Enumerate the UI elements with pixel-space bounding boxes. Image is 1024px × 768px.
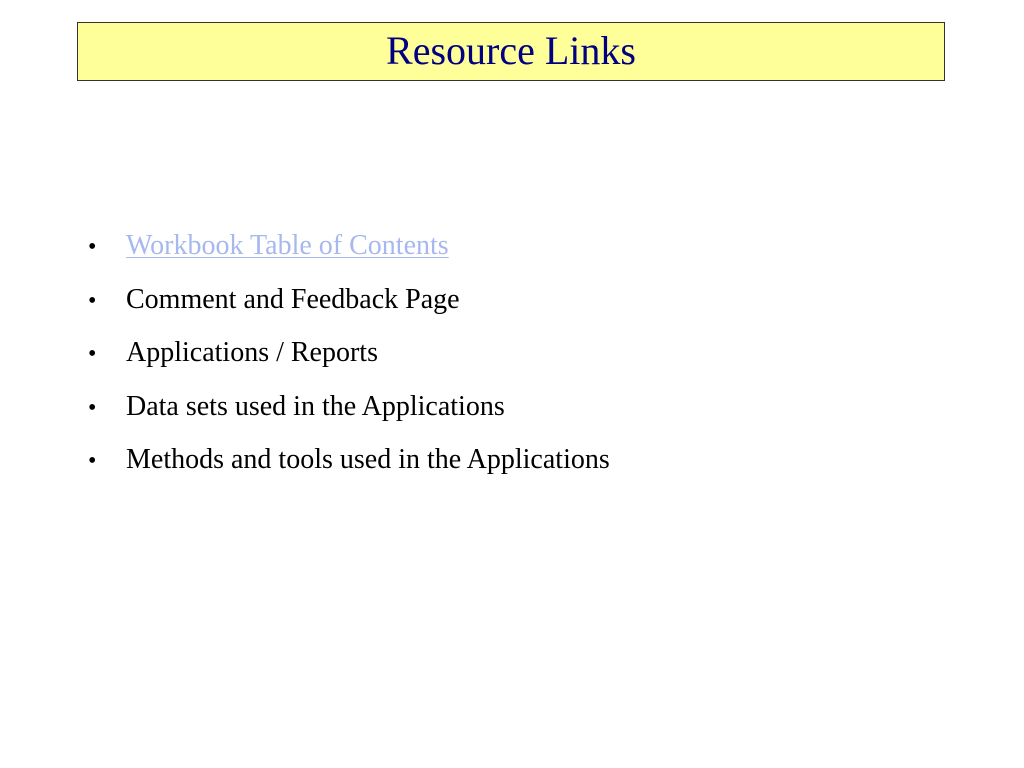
list-item-label: Applications / Reports: [126, 337, 378, 368]
list-item-applications-reports: [88, 337, 968, 391]
bullet-icon: •: [88, 287, 97, 314]
list-item-methods-tools: [88, 444, 968, 498]
bullet-icon: •: [88, 234, 97, 260]
list-item-data-sets: [88, 391, 968, 445]
resource-links-list: [88, 230, 968, 498]
list-item-label: Data sets used in the Applications: [126, 390, 505, 422]
list-item-label: Comment and Feedback Page: [126, 283, 460, 315]
workbook-toc-link[interactable]: Workbook Table of Contents: [126, 230, 449, 261]
list-item-label: Methods and tools used in the Applications: [126, 444, 610, 475]
title-box: [77, 22, 945, 81]
list-item-workbook-toc[interactable]: [88, 230, 968, 284]
bullet-icon: •: [88, 448, 97, 474]
bullet-icon: •: [88, 341, 97, 367]
bullet-icon: •: [88, 394, 97, 421]
list-item-comment-feedback: [88, 284, 968, 338]
slide-title: Resource Links: [386, 27, 636, 73]
